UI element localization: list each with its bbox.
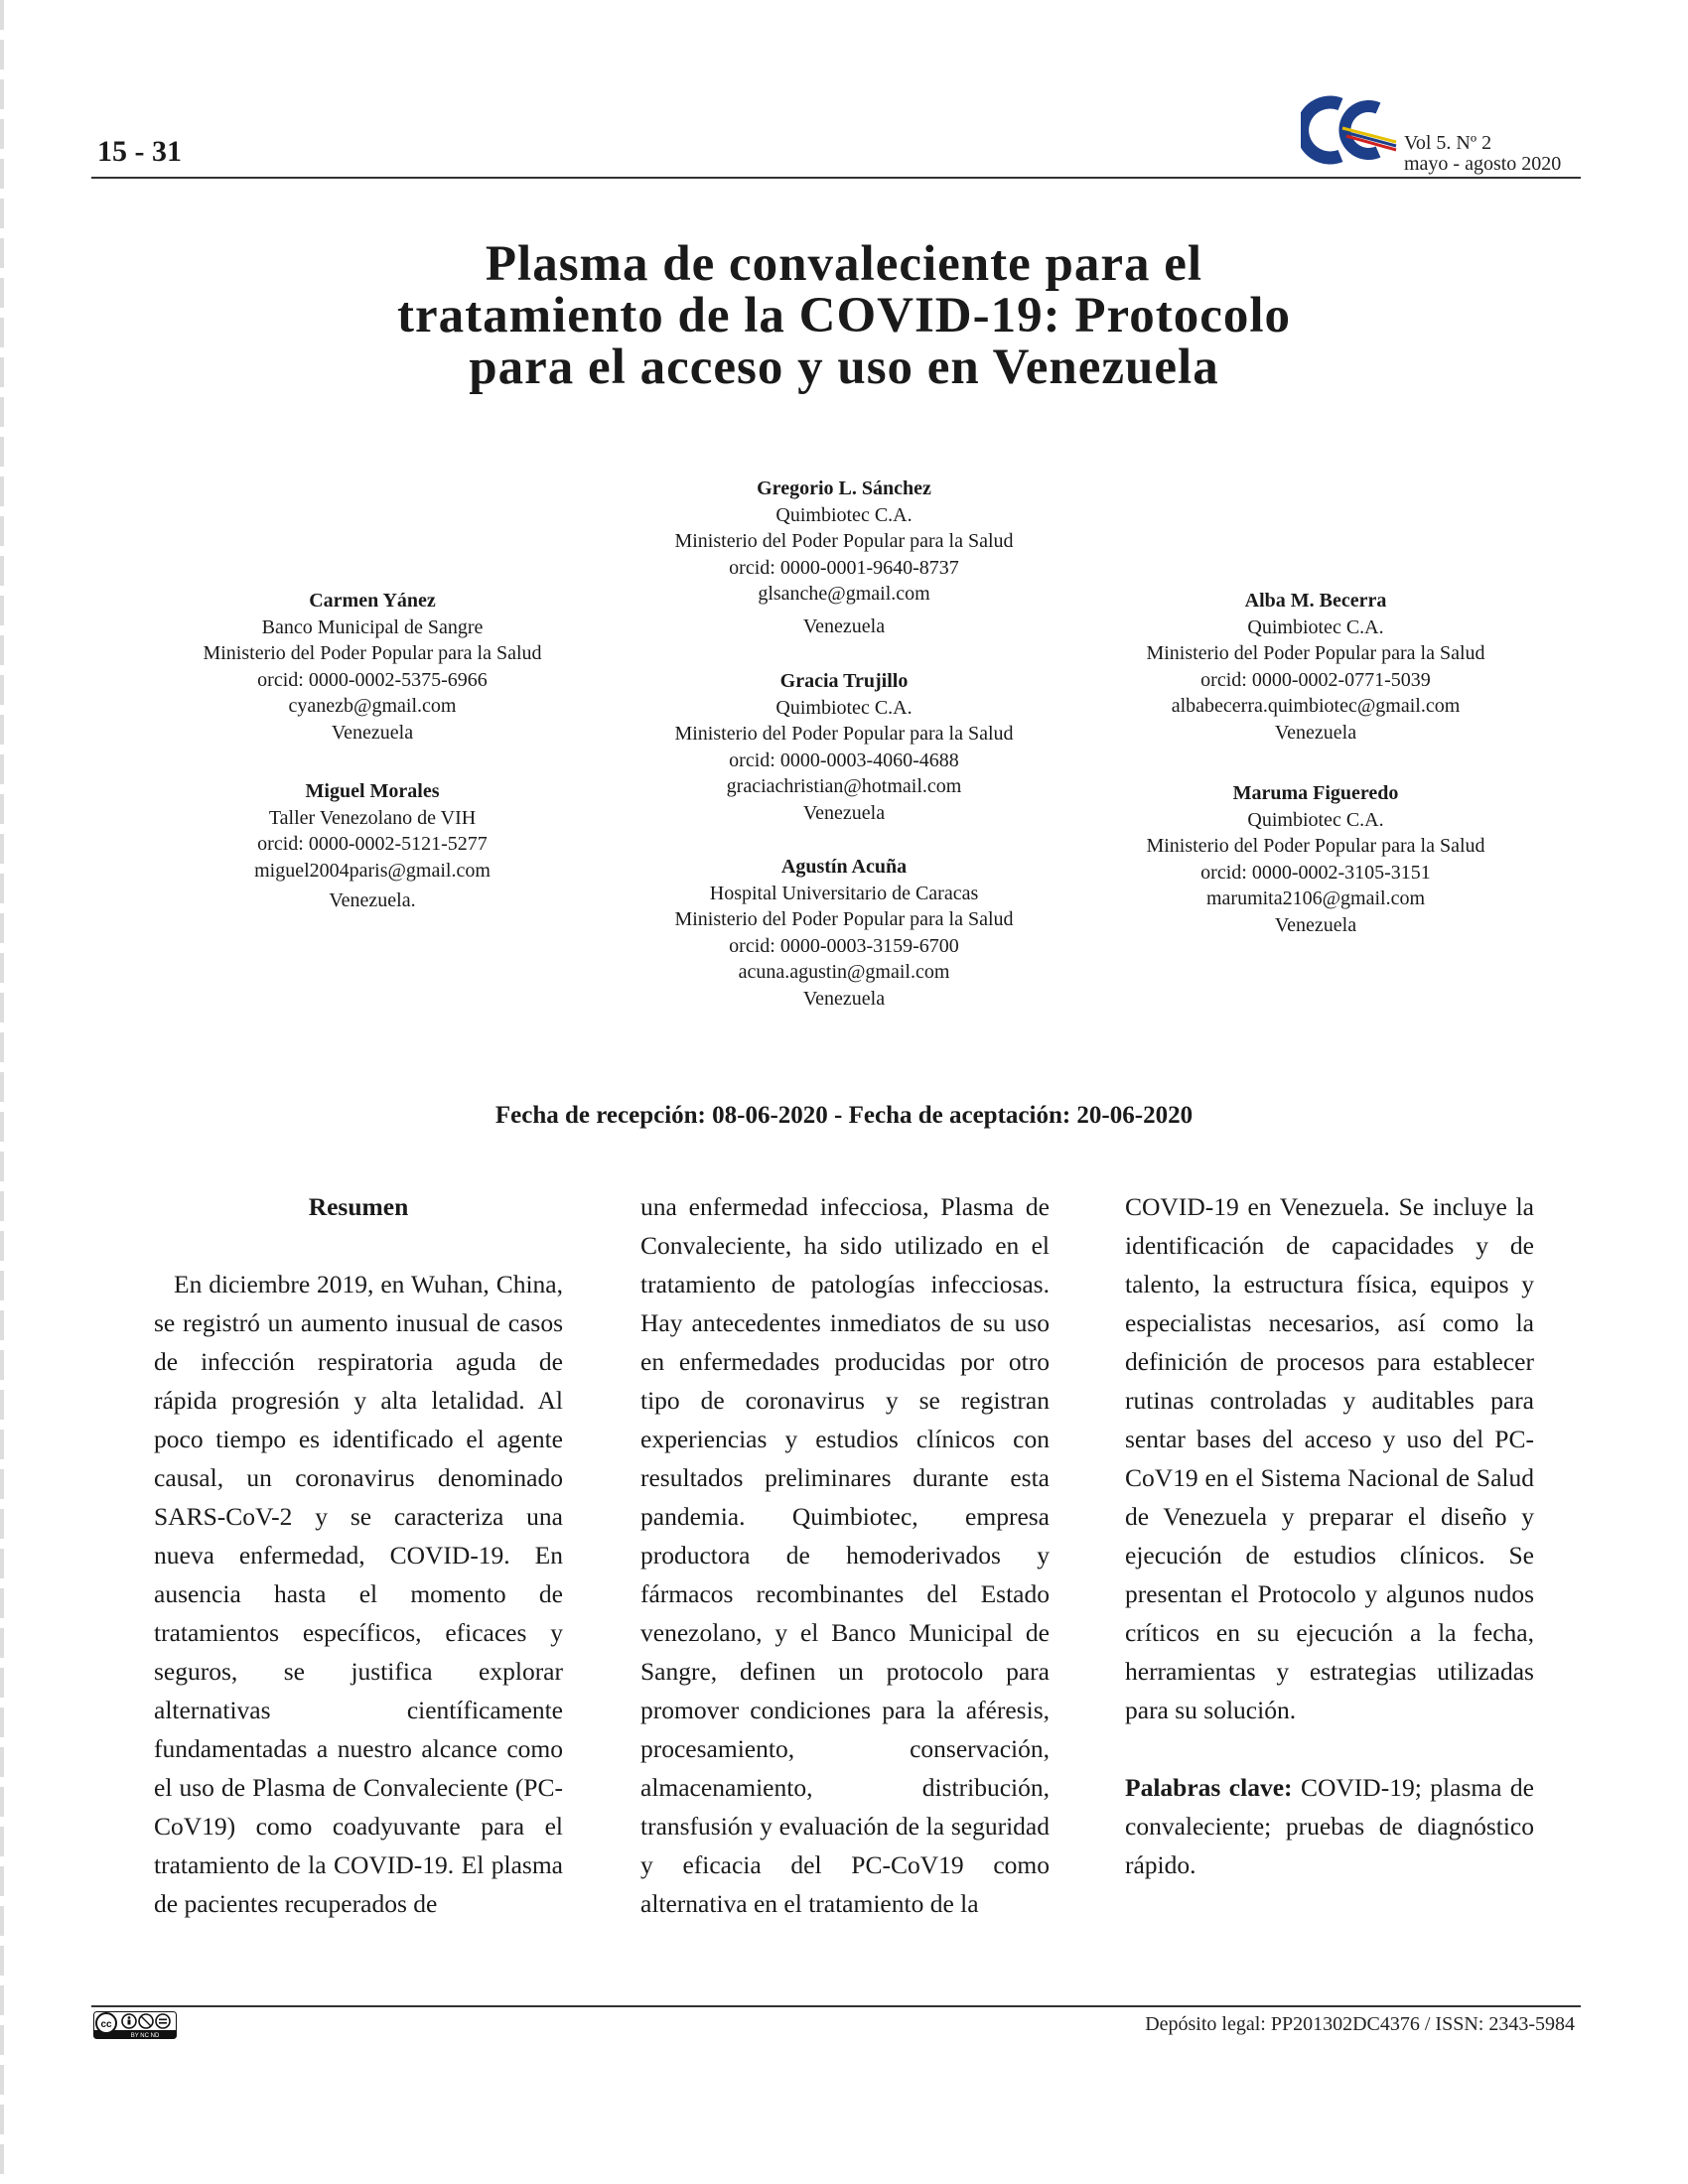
author-name: Carmen Yánez xyxy=(309,590,436,612)
footer-rule xyxy=(91,2005,1581,2007)
title-line-2: tratamiento de la COVID-19: Protocolo xyxy=(396,288,1292,343)
author-affiliation: Ministerio del Poder Popular para la Salud xyxy=(1146,835,1485,857)
volume-period: mayo - agosto 2020 xyxy=(1404,153,1562,175)
author-affiliation: Quimbiotec C.A. xyxy=(775,696,913,719)
author-country: Venezuela xyxy=(331,721,414,744)
article-title xyxy=(199,238,1489,393)
author-email: acuna.agustin@gmail.com xyxy=(738,961,950,983)
author-affiliation: Ministerio del Poder Popular para la Salud xyxy=(674,908,1014,930)
author-name: Alba M. Becerra xyxy=(1244,590,1387,612)
author-gregorio-sanchez xyxy=(616,476,1072,639)
author-gracia-trujillo xyxy=(616,668,1072,826)
creative-commons-license-icon xyxy=(93,2011,177,2039)
author-country: Venezuela xyxy=(802,614,886,637)
author-name: Maruma Figueredo xyxy=(1232,782,1399,804)
abstract-heading: Resumen xyxy=(308,1192,409,1221)
author-orcid: orcid: 0000-0003-4060-4688 xyxy=(729,749,959,771)
author-affiliation: Quimbiotec C.A. xyxy=(1247,808,1384,831)
author-orcid: orcid: 0000-0002-0771-5039 xyxy=(1200,668,1431,691)
title-line-1: Plasma de convaleciente para el xyxy=(485,236,1203,292)
keywords-list: COVID-19; plasma de convaleciente; pruebas de diagnóstico rápido. xyxy=(1125,1773,1534,1879)
author-country: Venezuela xyxy=(1274,913,1357,936)
author-email: albabecerra.quimbiotec@gmail.com xyxy=(1171,695,1461,717)
abstract-column-3 xyxy=(1125,1187,1534,1884)
author-affiliation: Ministerio del Poder Popular para la Salud xyxy=(674,723,1014,745)
author-affiliation: Banco Municipal de Sangre xyxy=(261,615,484,638)
legal-deposit: Depósito legal: PP201302DC4376 / ISSN: 2343-5984 xyxy=(1145,2013,1575,2035)
author-orcid: orcid: 0000-0002-5375-6966 xyxy=(257,668,488,691)
author-email: cyanezb@gmail.com xyxy=(288,695,457,717)
abstract-paragraph: una enfermedad infecciosa, Plasma de Convaleciente, ha sido utilizado en el tratamiento de patologías infecciosas. Hay antecedentes inmediatos de su uso en enfermedades producidas por otro tipo de coronavirus y se registran experiencias y estudios clínicos con resultados preliminares durante esta pandemia. Quimbiotec, empresa productora de hemoderivados y fármacos recombinantes del Estado venezolano, y el Banco Municipal de Sangre, definen un protocolo para promover condiciones para la aféresis, procesamiento, conservación, almacenamiento, distribución, transfusión y evaluación de la seguridad y eficacia del PC-CoV19 como alternativa en el tratamiento de la xyxy=(640,1192,1050,1918)
abstract-paragraph: En diciembre 2019, en Wuhan, China, se registró un aumento inusual de casos de infección respiratoria aguda de rápida progresión y alta letalidad. Al poco tiempo es identificado el agente causal, un coronavirus denominado SARS-CoV-2 y se caracteriza una nueva enfermedad, COVID-19. En ausencia hasta el momento de tratamientos específicos, eficaces y seguros, se justifica explorar alternativas científicamente fundamentadas a nuestro alcance como el uso de Plasma de Convaleciente (PC-CoV19) como coadyuvante para el tratamiento de la COVID-19. El plasma de pacientes recuperados de xyxy=(154,1270,563,1918)
author-orcid: orcid: 0000-0003-3159-6700 xyxy=(729,934,959,957)
abstract-column-2 xyxy=(640,1187,1050,1923)
author-affiliation: Quimbiotec C.A. xyxy=(1247,615,1384,638)
page-range: 15 - 31 xyxy=(97,135,182,168)
author-country: Venezuela xyxy=(802,987,886,1010)
journal-logo-icon xyxy=(1301,94,1400,166)
keywords-label: Palabras clave: xyxy=(1125,1773,1293,1802)
author-country: Venezuela xyxy=(802,801,886,824)
abstract-paragraph: COVID-19 en Venezuela. Se incluye la identificación de capacidades y de talento, la estructura física, equipos y especialistas necesarios, así como la definición de procesos para establecer rutinas controladas y auditables para sentar bases del acceso y uso del PC-CoV19 en el Sistema Nacional de Salud de Venezuela y preparar el diseño y ejecución de estudios clínicos. Se presentan el Protocolo y algunos nudos críticos en su ejecución a la fecha, herramientas y estrategias utilizadas para su solución. xyxy=(1125,1192,1534,1724)
author-affiliation: Ministerio del Poder Popular para la Salud xyxy=(1146,642,1485,664)
svg-text:cc: cc xyxy=(100,2019,112,2030)
header-rule xyxy=(91,177,1581,179)
author-affiliation: Ministerio del Poder Popular para la Salud xyxy=(674,530,1014,552)
author-agustin-acuna xyxy=(616,854,1072,1012)
volume-info xyxy=(1404,133,1561,175)
author-name: Agustín Acuña xyxy=(780,856,908,878)
author-name: Gracia Trujillo xyxy=(779,670,909,692)
author-affiliation: Hospital Universitario de Caracas xyxy=(709,882,979,904)
author-orcid: orcid: 0000-0001-9640-8737 xyxy=(729,556,959,579)
author-email: marumita2106@gmail.com xyxy=(1205,887,1426,909)
volume-number: Vol 5. Nº 2 xyxy=(1404,132,1492,154)
author-affiliation: Ministerio del Poder Popular para la Salud xyxy=(203,642,542,664)
author-email: glsanche@gmail.com xyxy=(758,583,930,605)
author-email: miguel2004paris@gmail.com xyxy=(254,859,491,882)
title-line-3: para el acceso y uso en Venezuela xyxy=(469,340,1219,395)
author-carmen-yanez xyxy=(149,588,596,746)
author-alba-becerra xyxy=(1092,588,1539,746)
author-country: Venezuela xyxy=(1274,721,1357,744)
author-affiliation: Quimbiotec C.A. xyxy=(775,503,913,526)
keywords xyxy=(1125,1768,1534,1884)
author-orcid: orcid: 0000-0002-3105-3151 xyxy=(1200,861,1431,884)
author-name: Gregorio L. Sánchez xyxy=(757,478,931,499)
author-country: Venezuela. xyxy=(329,889,416,911)
author-name: Miguel Morales xyxy=(305,780,440,802)
author-orcid: orcid: 0000-0002-5121-5277 xyxy=(257,833,488,855)
page-edge xyxy=(0,0,4,2184)
author-maruma-figueredo xyxy=(1092,780,1539,938)
submission-dates: Fecha de recepción: 08-06-2020 - Fecha de aceptación: 20-06-2020 xyxy=(494,1102,1194,1129)
abstract-column-1 xyxy=(154,1187,563,1923)
author-email: graciachristian@hotmail.com xyxy=(726,775,962,797)
author-affiliation: Taller Venezolano de VIH xyxy=(268,806,477,829)
author-miguel-morales xyxy=(149,778,596,914)
license-label: BY NC ND xyxy=(130,2033,160,2039)
